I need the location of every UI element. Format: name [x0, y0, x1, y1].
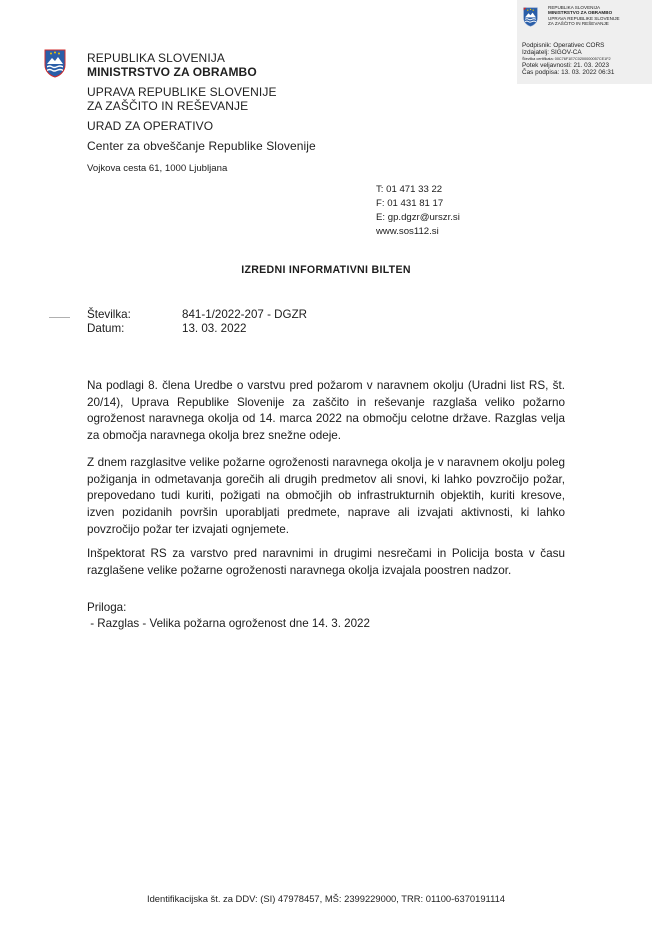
fold-mark: [49, 317, 70, 318]
letterhead-country: REPUBLIKA SLOVENIJA: [87, 51, 225, 65]
date-value: 13. 03. 2022: [182, 322, 247, 335]
letterhead-administration-2: ZA ZAŠČITO IN REŠEVANJE: [87, 99, 249, 113]
number-label: Številka:: [87, 308, 131, 321]
stamp-org-line: ZA ZAŠČITO IN REŠEVANJE: [548, 20, 609, 26]
stamp-details: [522, 42, 614, 77]
stamp-signer: Podpisnik: Operativec CORS: [522, 42, 605, 49]
letterhead-ministry: [87, 65, 257, 79]
stamp-org-line: UPRAVA REPUBLIKE SLOVENIJE: [548, 15, 620, 21]
number-value: 841-1/2022-207 - DGZR: [182, 308, 308, 321]
attachment-label: Priloga:: [87, 601, 127, 614]
body-paragraph: Z dnem razglasitve velike požarne ogroženosti naravnega okolja je v naravnem okolju poleg požiganja in odmetavanja gorečih ali drugih predmetov ali snovi, ki lahko povzročijo požar, prepovedano tudi kuriti, požigati na območjih ob infrastrukturnih objektih, kuriti kresove, izven pozidanih površin uporabljati predmete, naprave ali izvajati aktivnosti, ki lahko povzročijo požar ter izvajati ognjemete.: [87, 456, 565, 536]
contact-web: www.sos112.si: [376, 226, 439, 238]
letterhead-office: URAD ZA OPERATIVO: [87, 119, 214, 133]
stamp-organisation: [548, 5, 620, 26]
contact-email: E: gp.dgzr@urszr.si: [376, 212, 460, 224]
stamp-issuer: Izdajatelj: SIGOV-CA: [522, 49, 582, 57]
stamp-org-line: REPUBLIKA SLOVENIJA: [548, 5, 601, 10]
coat-of-arms-icon: [44, 49, 66, 78]
stamp-crest-icon: [523, 7, 538, 27]
contact-block: [376, 183, 460, 239]
stamp-signed-at: Čas podpisa: 13. 03. 2022 06:31: [522, 69, 615, 77]
body-paragraph: Na podlagi 8. člena Uredbe o varstvu pred požarom v naravnem okolju (Uradni list RS, št. 20/14), Uprava Republike Slovenije za zaščito in reševanje razglaša veliko požarno ogroženost naravnega okolja od 14. marca 2022 na območju celotne države. Razglas velja za območja naravnega okolja brez snežne odeje.: [87, 379, 565, 443]
letterhead-centre: Center za obveščanje Republike Slovenije: [87, 139, 316, 153]
document-title: IZREDNI INFORMATIVNI BILTEN: [241, 264, 411, 276]
stamp-valid-until: Potek veljavnosti: 21. 03. 2023: [522, 61, 610, 69]
date-label: Datum:: [87, 322, 125, 335]
letterhead-administration: UPRAVA REPUBLIKE SLOVENIJE: [87, 85, 277, 99]
letterhead-address: Vojkova cesta 61, 1000 Ljubljana: [87, 163, 228, 174]
contact-phone: T: 01 471 33 22: [376, 184, 443, 195]
stamp-cert-number: Številka certifikata: 00C76F1E7C0200000057CE1F2: [522, 56, 611, 61]
letterhead-ministry-text: MINISTRSTVO ZA OBRAMBO: [87, 65, 257, 79]
body-paragraph: Inšpektorat RS za varstvo pred naravnimi in drugimi nesrečami in Policija bosta v času razglašene velike požarne ogroženosti naravnega okolja izvajala poostren nadzor.: [87, 547, 565, 577]
stamp-org-line: MINISTRSTVO ZA OBRAMBO: [548, 10, 613, 16]
contact-fax: F: 01 431 81 17: [376, 198, 444, 210]
footer-identification: Identifikacijska št. za DDV: (SI) 47978457, MŠ: 2399229000, TRR: 01100-6370191114: [146, 893, 506, 904]
attachment-item: - Razglas - Velika požarna ogroženost dne 14. 3. 2022: [87, 617, 370, 630]
